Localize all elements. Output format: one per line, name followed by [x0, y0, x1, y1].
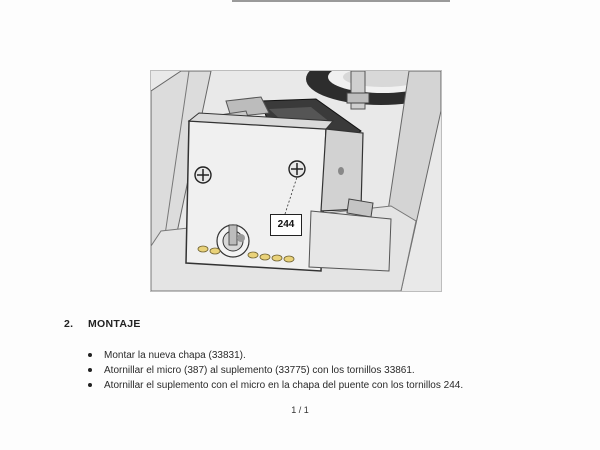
bullet-icon [88, 353, 92, 357]
callout-label: 244 [270, 214, 302, 236]
step-text: Atornillar el micro (387) al suplemento (33775) con los tornillos 33861. [104, 365, 415, 376]
page-number: 1 / 1 [291, 405, 309, 415]
assembly-figure [150, 70, 442, 292]
step-text: Montar la nueva chapa (33831). [104, 350, 246, 361]
list-item [88, 378, 463, 393]
step-text: Atornillar el suplemento con el micro en la chapa del puente con los tornillos 244. [104, 380, 464, 391]
bullet-icon [88, 383, 92, 387]
screw-left [195, 167, 211, 183]
section-heading [64, 318, 141, 330]
screw-right [289, 161, 305, 177]
section-title: MONTAJE [88, 318, 141, 330]
assembly-drawing [151, 71, 441, 291]
list-item [88, 348, 463, 363]
scan-edge-line [232, 0, 450, 2]
steps-list [88, 348, 463, 393]
list-item [88, 363, 463, 378]
section-number: 2. [64, 318, 74, 330]
bullet-icon [88, 368, 92, 372]
